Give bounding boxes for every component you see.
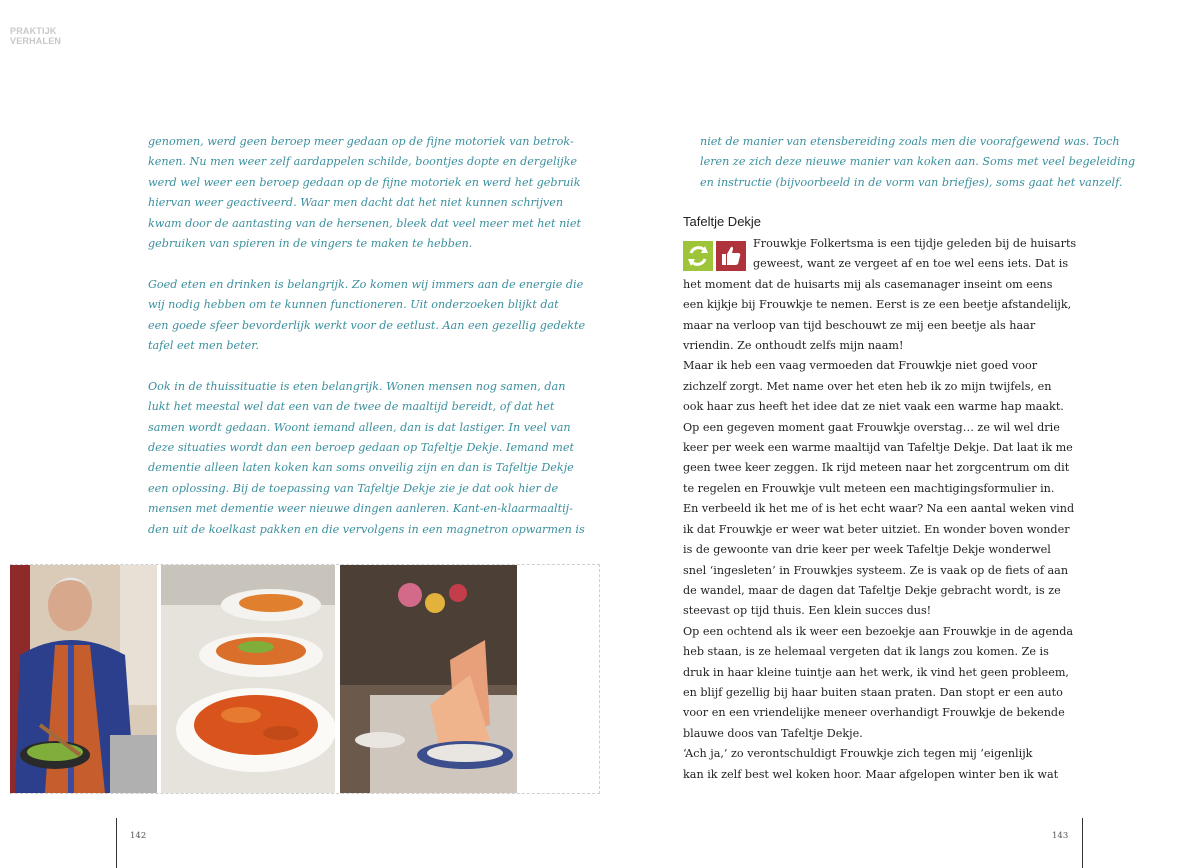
text-line: En verbeeld ik het me of is het echt waar? Na een aantal weken vind — [683, 502, 1075, 516]
man-cooking-photo — [10, 565, 157, 793]
text-line: wij nodig hebben om te kunnen functioneren. Uit onderzoeken blijkt dat — [148, 298, 559, 312]
carrot-dishes-photo — [161, 565, 335, 793]
text-line: gebruiken van spieren in de vingers te maken te hebben. — [148, 237, 473, 251]
text-line: kan ik zelf best wel koken hoor. Maar afgelopen winter ben ik wat — [683, 767, 1059, 781]
left-page-rule — [116, 818, 117, 868]
text-line: geweest, want ze vergeet af en toe wel eens iets. Dat is — [753, 257, 1069, 271]
left-column-text — [148, 132, 586, 560]
text-line: kenen. Nu men weer zelf aardappelen schilde, boontjes dopte en dergelijke — [148, 155, 578, 169]
text-line: niet de manier van etensbereiding zoals men die voorafgewend was. Toch — [700, 135, 1120, 148]
text-line: snel ‘ingesleten’ in Frouwkjes systeem. Ze is vaak op de fiets of aan — [683, 563, 1069, 577]
right-intro-text — [700, 132, 1136, 193]
text-line: te regelen en Frouwkje vult meteen een machtigingsformulier in. — [683, 481, 1055, 495]
text-line: mensen met dementie weer nieuwe dingen aanleren. Kant-en-klaarmaaltij- — [148, 502, 573, 516]
text-line: de wandel, maar de dagen dat Tafeltje Dekje gebracht wordt, is ze — [683, 583, 1061, 597]
text-line: een goede sfeer bevorderlijk werkt voor de eetlust. Aan een gezellig gedekte — [148, 318, 586, 332]
right-body-text — [683, 234, 1077, 785]
text-line: tafel eet men beter. — [148, 339, 259, 353]
text-line: het moment dat de huisarts mij als casemanager inseint om eens — [683, 277, 1053, 291]
text-line: maar na verloop van tijd beschouwt ze mij een beetje als haar — [683, 318, 1036, 332]
text-line: Frouwkje Folkertsma is een tijdje geleden bij de huisarts — [753, 237, 1077, 250]
text-line: Op een gegeven moment gaat Frouwkje overstag… ze wil wel drie — [683, 420, 1060, 434]
left-paragraph — [148, 377, 585, 540]
text-line: genomen, werd geen beroep meer gedaan op de fijne motoriek van betrok- — [148, 135, 574, 148]
text-line: kwam door de aantasting van de hersenen, bleek dat veel meer met het niet — [148, 216, 581, 230]
text-line: Ook in de thuissituatie is eten belangrijk. Wonen mensen nog samen, dan — [148, 379, 566, 393]
text-line: druk in haar kleine tuintje aan het werk, ik vind het geen probleem, — [683, 665, 1069, 679]
text-line: Op een ochtend als ik weer een bezoekje aan Frouwkje in de agenda — [683, 624, 1074, 638]
text-line: ook haar zus heeft het idee dat ze niet vaak een warme hap maakt. — [683, 400, 1064, 414]
text-line: een oplossing. Bij de toepassing van Tafeltje Dekje zie je dat ook hier de — [148, 481, 559, 495]
text-line: ‘Ach ja,’ zo verontschuldigt Frouwkje zich tegen mij ‘eigenlijk — [683, 747, 1033, 761]
text-line: lukt het meestal wel dat een van de twee de maaltijd bereidt, of dat het — [148, 400, 555, 414]
text-line: dementie alleen laten koken kan soms onveilig zijn en dan is Tafeltje Dekje — [148, 461, 574, 475]
left-page-number: 142 — [130, 831, 147, 841]
table-setting-photo — [340, 565, 517, 793]
text-line: voor en een vriendelijke meneer overhandigt Frouwkje de bekende — [683, 706, 1065, 720]
header-line-2: VERHALEN — [10, 36, 62, 46]
text-line: deze situaties wordt dan een beroep gedaan op Tafeltje Dekje. Iemand met — [148, 441, 574, 455]
left-paragraph — [148, 275, 586, 357]
text-line: blauwe doos van Tafeltje Dekje. — [683, 726, 863, 740]
text-line: is de gewoonte van drie keer per week Tafeltje Dekje wonderwel — [683, 543, 1051, 557]
text-line: leren ze zich deze nieuwe manier van koken aan. Soms met veel begeleiding — [700, 155, 1136, 169]
text-line: hiervan weer geactiveerd. Waar men dacht dat het niet kunnen schrijven — [148, 196, 564, 210]
left-paragraph — [148, 132, 581, 254]
text-line: heb staan, is ze helemaal vergeten dat ik langs zou komen. Ze is — [683, 645, 1049, 659]
right-page-number: 143 — [1052, 831, 1069, 841]
text-line: geen twee keer zeggen. Ik rijd meteen naar het zorgcentrum om dit — [683, 461, 1070, 475]
text-line: Goed eten en drinken is belangrijk. Zo komen wij immers aan de energie die — [148, 277, 584, 291]
right-page-rule — [1082, 818, 1083, 868]
text-line: steevast op tijd thuis. Een klein succes dus! — [683, 604, 932, 618]
text-line: keer per week een warme maaltijd van Tafeltje Dekje. Dat laat ik me — [683, 441, 1073, 455]
text-line: Maar ik heb een vaag vermoeden dat Frouwkje niet goed voor — [683, 359, 1038, 373]
text-line: zichzelf zorgt. Met name over het eten heb ik zo mijn twijfels, en — [683, 379, 1052, 393]
text-line: den uit de koelkast pakken en die vervolgens in een magnetron opwarmen is — [148, 522, 585, 536]
text-line: een kijkje bij Frouwkje te nemen. Eerst is ze een beetje afstandelijk, — [683, 298, 1072, 312]
text-line: samen wordt gedaan. Woont iemand alleen, dan is dat lastiger. In veel van — [148, 420, 571, 434]
section-title: Tafeltje Dekje — [683, 214, 762, 229]
text-line: en instructie (bijvoorbeeld in de vorm van briefjes), soms gaat het vanzelf. — [700, 175, 1123, 189]
text-line: werd wel weer een beroep gedaan op de fijne motoriek en werd het gebruik — [148, 175, 581, 189]
header-line-1: PRAKTIJK — [10, 26, 57, 36]
text-line: en blijf gezellig bij haar buiten staan praten. Dan stopt er een auto — [683, 685, 1063, 699]
text-line: vriendin. Ze onthoudt zelfs mijn naam! — [683, 339, 904, 353]
section-header-tag — [10, 26, 61, 46]
text-line: ik dat Frouwkje er weer wat beter uitziet. En wonder boven wonder — [683, 522, 1070, 536]
